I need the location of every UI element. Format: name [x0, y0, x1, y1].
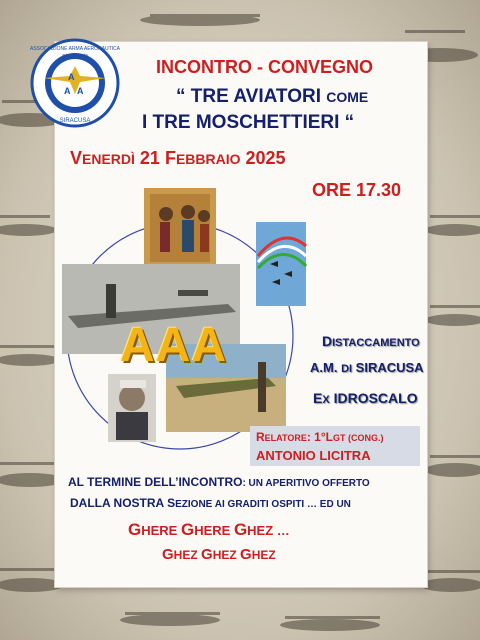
date-year: 2025: [240, 148, 286, 168]
g1c-rest: HEZ …: [247, 523, 290, 538]
loc-istaccamento: ISTACCAMENTO: [332, 337, 420, 349]
speaker-name: ANTONIO LICITRA: [256, 448, 371, 463]
date-ebbraio: EBBRAIO: [175, 151, 241, 167]
loc-am: A.M.: [310, 360, 342, 375]
loc-e: E: [313, 390, 323, 406]
event-time: ORE 17.30: [312, 180, 402, 200]
rel-rest: ELATORE: [264, 433, 307, 443]
date-num: 21: [134, 148, 165, 168]
date-enerdi: ENERDÌ: [82, 151, 135, 167]
ghere-line2: [162, 546, 276, 563]
date-f: F: [164, 148, 176, 168]
footer-line2: [70, 496, 351, 510]
event-title-line3: I TRE MOSCHETTIERI “: [142, 112, 355, 133]
g2a: G: [162, 546, 174, 563]
loc-siracusa: SIRACUSA: [352, 360, 424, 375]
location-line3: [313, 390, 418, 406]
event-title-line1: INCONTRO - CONVEGNO: [156, 57, 374, 77]
g1b-rest: HERE: [194, 523, 234, 538]
loc-d: D: [322, 333, 333, 349]
loc-di: DI: [341, 363, 353, 375]
logo-letter-a3: A: [77, 86, 84, 96]
location-line1: [322, 333, 420, 349]
association-logo: [30, 38, 120, 128]
g2a-rest: HEZ: [173, 548, 202, 562]
footer-line1: [68, 475, 370, 489]
foot1-al: AL TERMINE DELL’INCONTRO: [68, 475, 243, 489]
event-date: [70, 148, 286, 169]
date-v: V: [70, 148, 83, 168]
loc-idroscalo: IDROSCALO: [329, 390, 418, 406]
g2b-rest: HEZ: [212, 548, 241, 562]
loc-x: X: [322, 394, 330, 406]
event-title-line2: [176, 86, 368, 108]
g2c: G: [240, 546, 252, 563]
title-line2-come: COME: [326, 89, 369, 105]
rel-r: R: [256, 430, 265, 444]
g2b: G: [201, 546, 213, 563]
foot1-rest: : UN APERITIVO OFFERTO: [242, 478, 370, 489]
g1c: G: [233, 520, 248, 539]
logo-letter-a1: A: [68, 72, 75, 82]
aaa-emblem: AAA: [120, 319, 227, 372]
logo-ring-top-text: ASSOCIAZIONE ARMA AERONAUTICA: [30, 46, 120, 52]
logo-letter-a2: A: [64, 86, 71, 96]
g1a: G: [128, 520, 142, 539]
speaker-title: [256, 430, 383, 444]
foot2-ezione: EZIONE: [175, 499, 213, 510]
g1a-rest: HERE: [141, 523, 181, 538]
foot2-s: S: [167, 496, 176, 510]
logo-ring-sub-text: aviatori d'Italia: [62, 52, 88, 57]
rel-rank-gt: GT: [332, 433, 346, 443]
ghere-line1: [128, 520, 290, 540]
title-line2-text: “ TRE AVIATORI: [176, 86, 327, 107]
rel-cong: (CONG.): [345, 433, 384, 443]
foot2-a: DALLA NOSTRA: [70, 496, 168, 510]
g1b: G: [180, 520, 195, 539]
location-line2: [310, 360, 424, 375]
foot2-b: AI GRADITI OSPITI … ED UN: [212, 499, 351, 510]
g2c-rest: HEZ: [251, 548, 276, 562]
rel-rank: : 1°L: [306, 430, 333, 444]
logo-ring-bottom-text: SIRACUSA: [59, 118, 91, 124]
